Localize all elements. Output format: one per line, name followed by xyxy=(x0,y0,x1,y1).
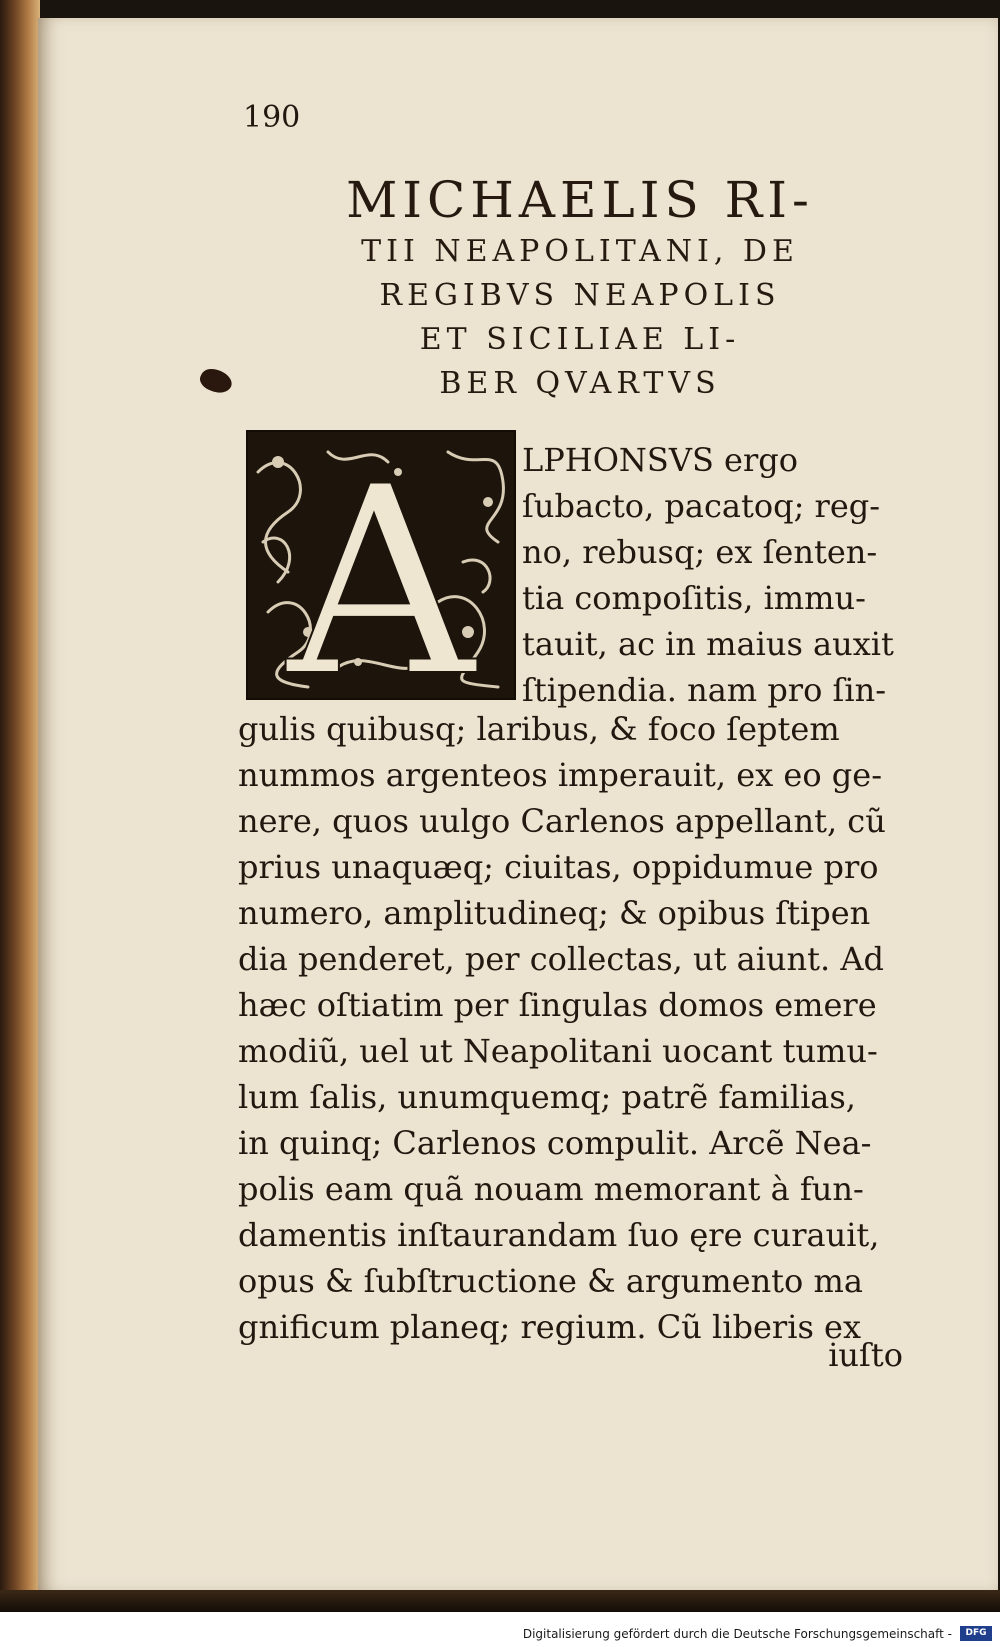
text-line: tia compoſitis, immu- xyxy=(522,579,866,617)
text-line: hæc oſtiatim per ſingulas domos emere xyxy=(238,986,877,1024)
initial-letter: A xyxy=(287,432,475,698)
text-line: polis eam quã nouam memorant à fun- xyxy=(238,1170,864,1208)
text-line: numero, amplitudineq; & opibus ſtipen xyxy=(238,894,871,932)
book-spine xyxy=(0,0,40,1600)
body-text xyxy=(238,706,886,1350)
page-number: 190 xyxy=(243,100,301,135)
text-line: nummos argenteos imperauit, ex eo ge- xyxy=(238,756,883,794)
text-line: no, rebusq; ex ſenten- xyxy=(522,533,878,571)
text-line: LPHONSVS ergo xyxy=(522,441,799,479)
text-line: prius unaquæq; ciuitas, oppidumue pro xyxy=(238,848,879,886)
decorated-initial-ornament xyxy=(248,432,514,698)
text-line: tauit, ac in maius auxit xyxy=(522,625,894,663)
text-line: ſtipendia. nam pro ſin- xyxy=(522,671,887,709)
catchword: iuſto xyxy=(828,1336,903,1374)
title-line-1: MICHAELIS RI- xyxy=(346,171,814,229)
decorated-initial xyxy=(246,430,516,700)
text-line: gulis quibusq; laribus, & foco ſeptem xyxy=(238,710,840,748)
text-beside-initial xyxy=(522,437,894,713)
text-line: gnificum planeq; regium. Cũ liberis ex xyxy=(238,1308,862,1346)
text-line: nere, quos uulgo Carlenos appellant, cũ xyxy=(238,802,886,840)
title-line-3: REGIBVS NEAPOLIS xyxy=(379,278,781,313)
text-line: dia penderet, per collectas, ut aiunt. Ad xyxy=(238,940,884,978)
funding-notice: Digitalisierung gefördert durch die Deutsche Forschungsgemeinschaft - xyxy=(522,1627,952,1641)
title-line-2: TII NEAPOLITANI, DE xyxy=(361,234,799,269)
title-line-5: BER QVARTVS xyxy=(439,366,721,401)
text-line: damentis inſtaurandam ſuo ęre curauit, xyxy=(238,1216,880,1254)
text-line: ſubacto, pacatoq; reg- xyxy=(522,487,881,525)
text-line: lum ſalis, unumquemq; patrẽ familias, xyxy=(238,1078,856,1116)
text-line: opus & ſubſtructione & argumento ma xyxy=(238,1262,863,1300)
chapter-title xyxy=(260,168,900,406)
text-line: modiũ, uel ut Neapolitani uocant tumu- xyxy=(238,1032,878,1070)
title-line-4: ET SICILIAE LI- xyxy=(419,322,741,357)
page-bottom-edge xyxy=(0,1590,1000,1612)
text-line: in quinq; Carlenos compulit. Arcẽ Nea- xyxy=(238,1124,872,1162)
dfg-logo: DFG xyxy=(960,1626,992,1641)
